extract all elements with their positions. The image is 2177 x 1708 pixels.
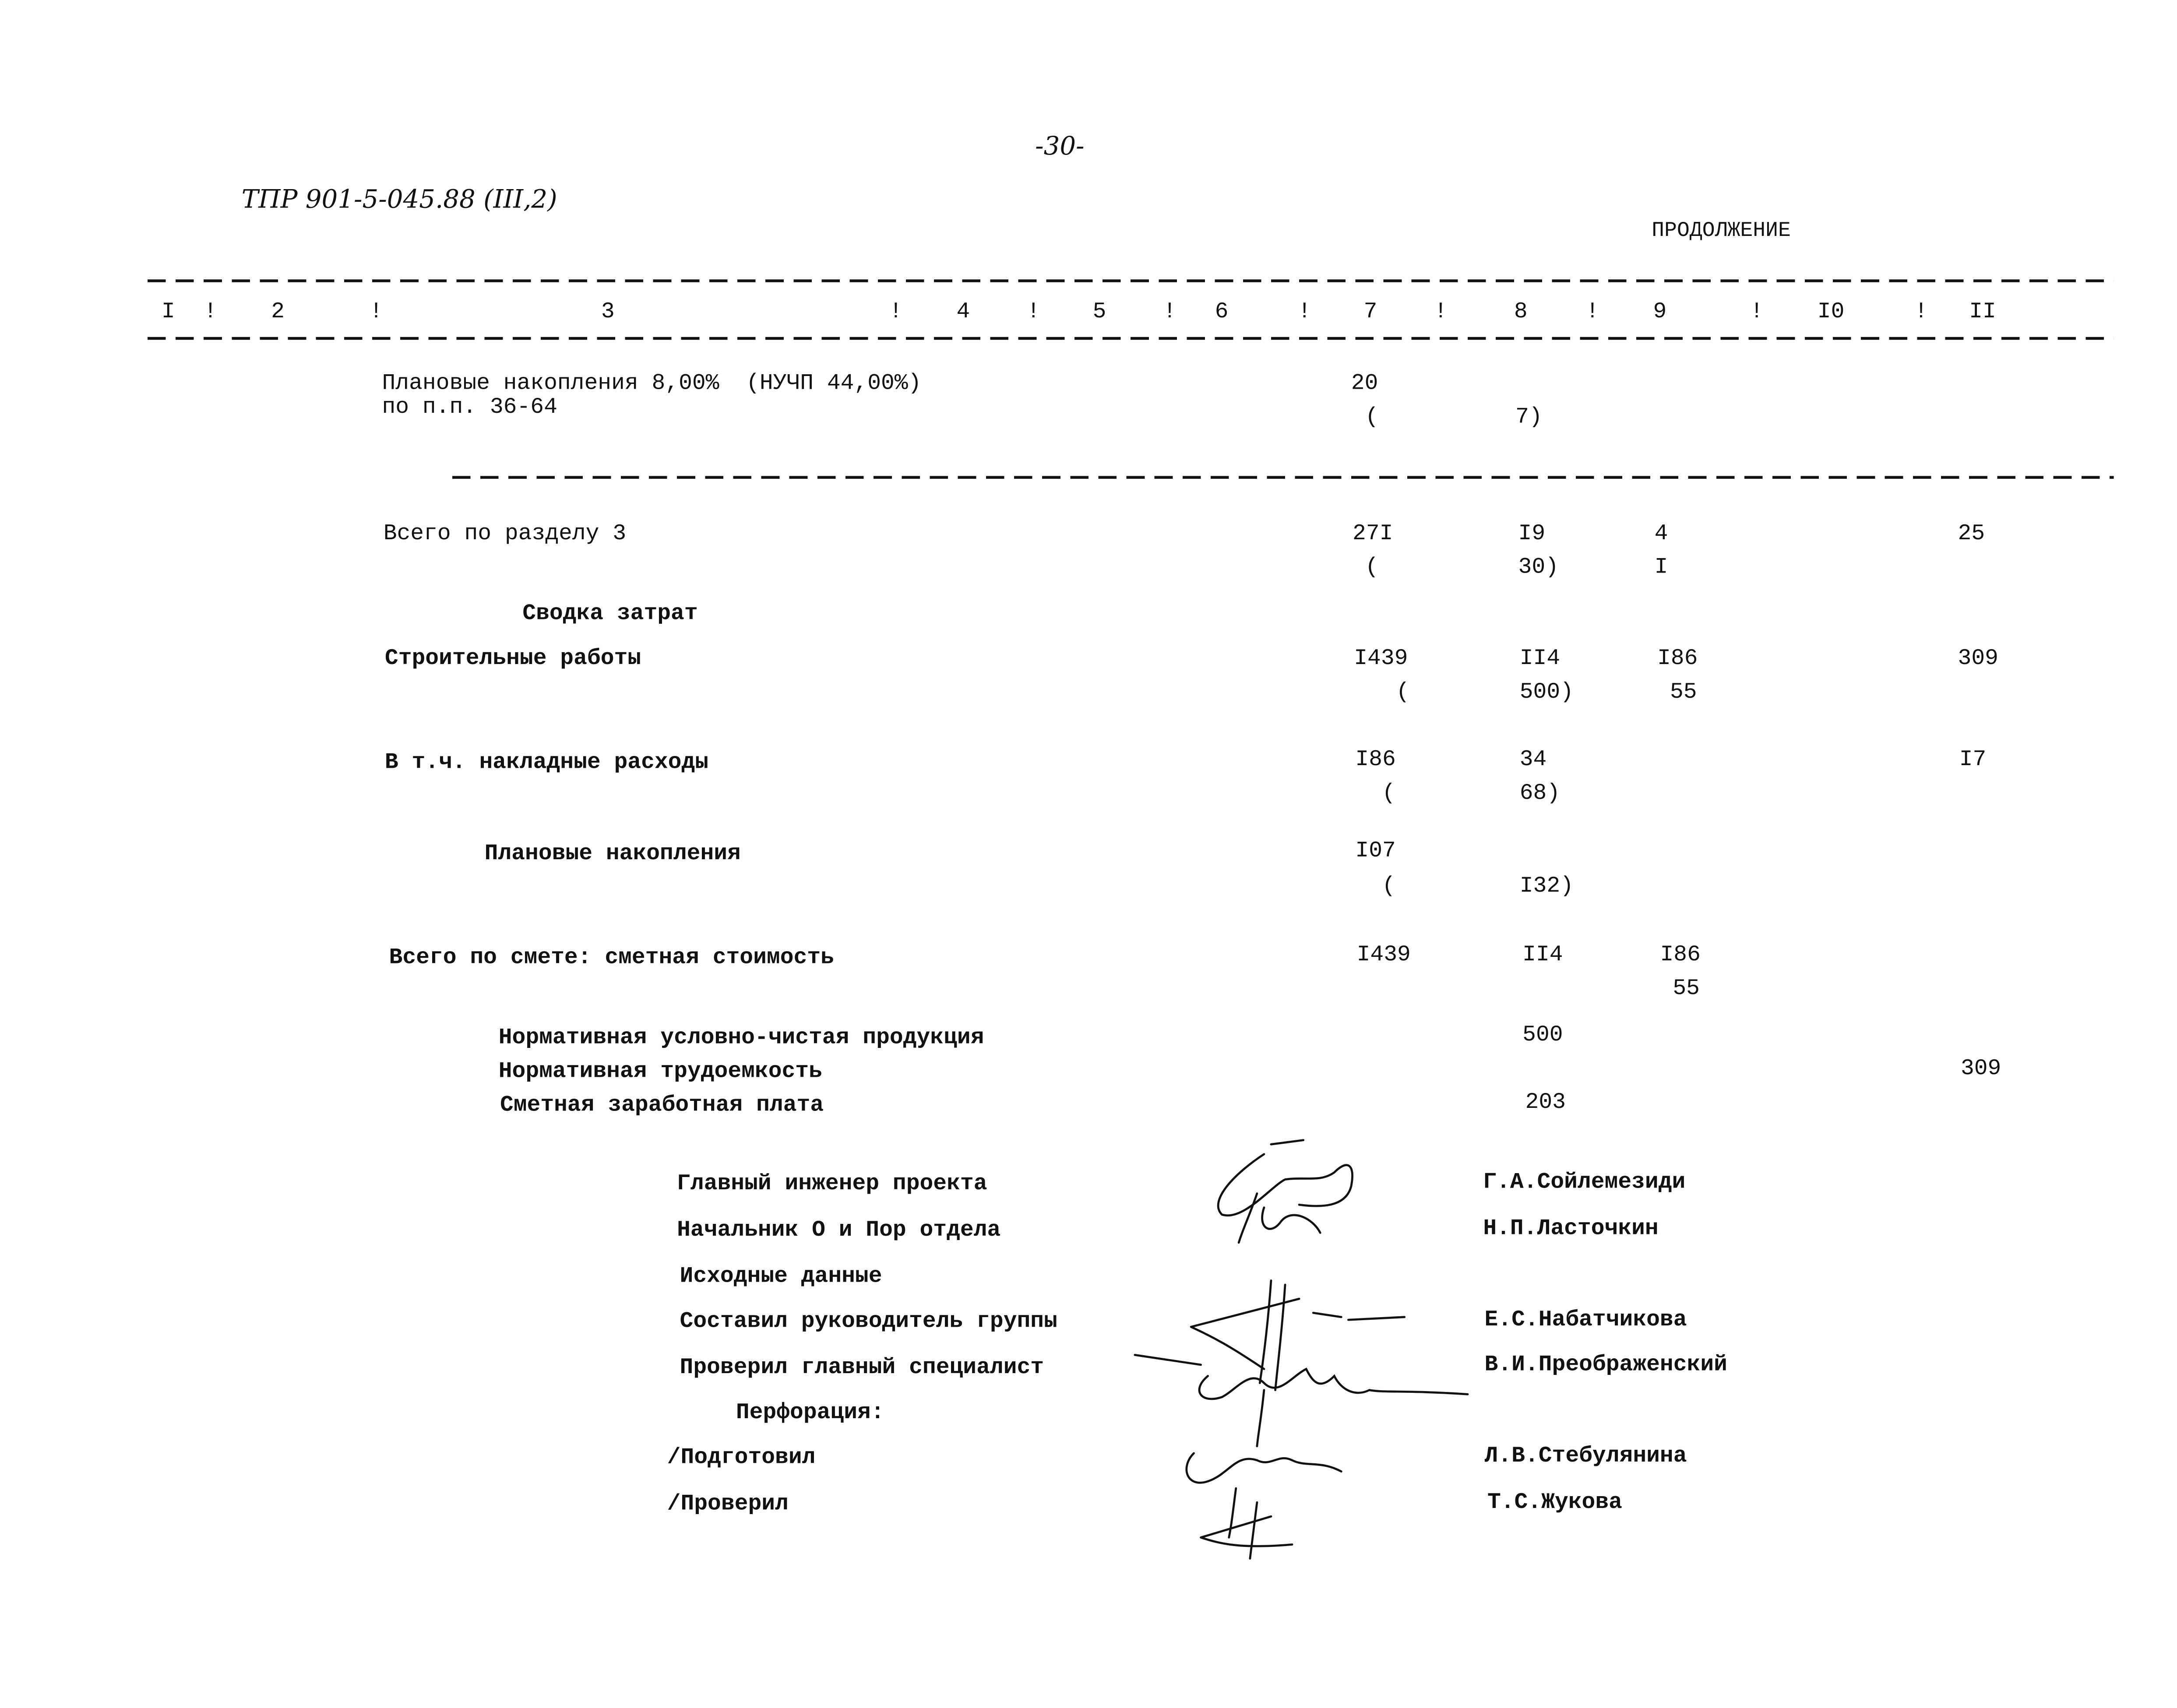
col-header: 8 xyxy=(1514,299,1528,324)
row-label: по п.п. 36-64 xyxy=(382,394,557,420)
cell-paren: ( xyxy=(1365,555,1379,580)
cell-c8: 7) xyxy=(1515,404,1543,430)
cell-paren: ( xyxy=(1382,873,1396,899)
col-header: 9 xyxy=(1653,299,1667,324)
cell-c8: 68) xyxy=(1519,780,1561,806)
cell-c11: 309 xyxy=(1958,646,1998,671)
signature-name: В.И.Преображенский xyxy=(1484,1352,1727,1378)
cell-c11: 309 xyxy=(1960,1056,2001,1081)
signature-name: Т.С.Жукова xyxy=(1487,1490,1622,1515)
col-separator: ! xyxy=(1162,299,1177,324)
table-top-rule xyxy=(148,279,2114,282)
col-header: 3 xyxy=(601,299,615,324)
cell-c9: 55 xyxy=(1673,976,1700,1002)
cell-c8: II4 xyxy=(1519,646,1561,671)
cell-paren: ( xyxy=(1365,404,1379,430)
handwritten-signatures xyxy=(0,0,1,1)
cell-c11: I7 xyxy=(1959,747,1987,773)
cell-paren: ( xyxy=(1382,780,1396,806)
continuation-label: ПРОДОЛЖЕНИЕ xyxy=(1652,219,1791,243)
row-label: Нормативная условно-чистая продукция xyxy=(498,1025,984,1051)
cell-paren: ( xyxy=(1396,679,1410,705)
signature-name: Г.А.Сойлемезиди xyxy=(1483,1170,1686,1195)
table-header-rule xyxy=(148,337,2114,340)
cell-c11: 25 xyxy=(1958,521,1985,546)
col-separator: ! xyxy=(889,299,903,324)
col-separator: ! xyxy=(1026,299,1040,324)
col-header: I0 xyxy=(1817,299,1845,324)
signature-perforation xyxy=(1187,1453,1341,1559)
document-code: ТПР 901-5-045.88 (III,2) xyxy=(241,185,557,215)
cell-c7: 27I xyxy=(1353,521,1393,546)
cell-c9: I86 xyxy=(1657,646,1698,671)
signature-role: Проверил главный специалист xyxy=(680,1355,1044,1381)
cell-c8: 500 xyxy=(1522,1022,1563,1047)
cell-c7: I07 xyxy=(1355,838,1396,864)
col-header: 7 xyxy=(1363,299,1377,324)
col-separator: ! xyxy=(1914,299,1928,324)
cell-c8: I9 xyxy=(1518,521,1546,546)
cell-c8: 500) xyxy=(1519,679,1574,705)
row-label: Плановые накопления 8,00% (НУЧП 44,00%) xyxy=(382,370,922,396)
col-separator: ! xyxy=(369,299,383,324)
row-label: В т.ч. накладные расходы xyxy=(384,749,709,775)
cell-c8: 30) xyxy=(1518,555,1559,580)
page-number: -30- xyxy=(1035,132,1085,162)
row-label: Нормативная трудоемкость xyxy=(498,1058,822,1084)
cell-c8: II4 xyxy=(1522,942,1563,968)
col-separator: ! xyxy=(1585,299,1599,324)
cell-c9: 4 xyxy=(1654,521,1668,546)
row-label: Строительные работы xyxy=(384,646,641,671)
cell-c8: 203 xyxy=(1525,1089,1566,1115)
signature-role: Исходные данные xyxy=(680,1263,882,1289)
cell-c9: I xyxy=(1654,555,1668,580)
col-separator: ! xyxy=(1750,299,1764,324)
cell-c7: 20 xyxy=(1351,370,1378,396)
cell-c9: I86 xyxy=(1660,942,1701,968)
cell-c9: 55 xyxy=(1670,679,1697,705)
col-header: II xyxy=(1969,299,1996,324)
section-rule xyxy=(452,476,2114,478)
cell-c7: I439 xyxy=(1354,646,1408,671)
summary-heading: Сводка затрат xyxy=(522,601,698,626)
cell-c7: I439 xyxy=(1356,942,1411,968)
signature-role: Главный инженер проекта xyxy=(677,1171,987,1196)
signature-name: Е.С.Набатчикова xyxy=(1484,1307,1687,1333)
cell-c8: I32) xyxy=(1519,873,1574,899)
signature-chief-specialist xyxy=(1135,1355,1468,1446)
signature-chief-engineer xyxy=(1218,1140,1352,1243)
signature-role: Составил руководитель группы xyxy=(680,1308,1057,1334)
cell-c7: I86 xyxy=(1355,747,1396,773)
signature-role: /Подготовил xyxy=(667,1444,816,1470)
signature-name: Н.П.Ласточкин xyxy=(1483,1216,1659,1241)
signature-role: Перфорация: xyxy=(736,1400,884,1425)
signature-role: Начальник О и Пор отдела xyxy=(677,1217,1001,1243)
signature-role: /Проверил xyxy=(667,1491,789,1517)
signature-name: Л.В.Стебулянина xyxy=(1484,1443,1687,1469)
col-header: 6 xyxy=(1215,299,1229,324)
row-label: Сметная заработная плата xyxy=(500,1092,824,1118)
col-header: 4 xyxy=(956,299,970,324)
row-label: Плановые накопления xyxy=(484,841,741,867)
col-header: 5 xyxy=(1092,299,1106,324)
col-separator: ! xyxy=(1297,299,1311,324)
cell-c8: 34 xyxy=(1519,747,1547,773)
row-label: Всего по разделу 3 xyxy=(383,521,627,546)
col-separator: ! xyxy=(204,299,217,324)
col-header: 2 xyxy=(271,299,285,324)
col-separator: ! xyxy=(1434,299,1448,324)
row-label: Всего по смете: сметная стоимость xyxy=(389,945,834,970)
col-header: I xyxy=(161,299,175,324)
